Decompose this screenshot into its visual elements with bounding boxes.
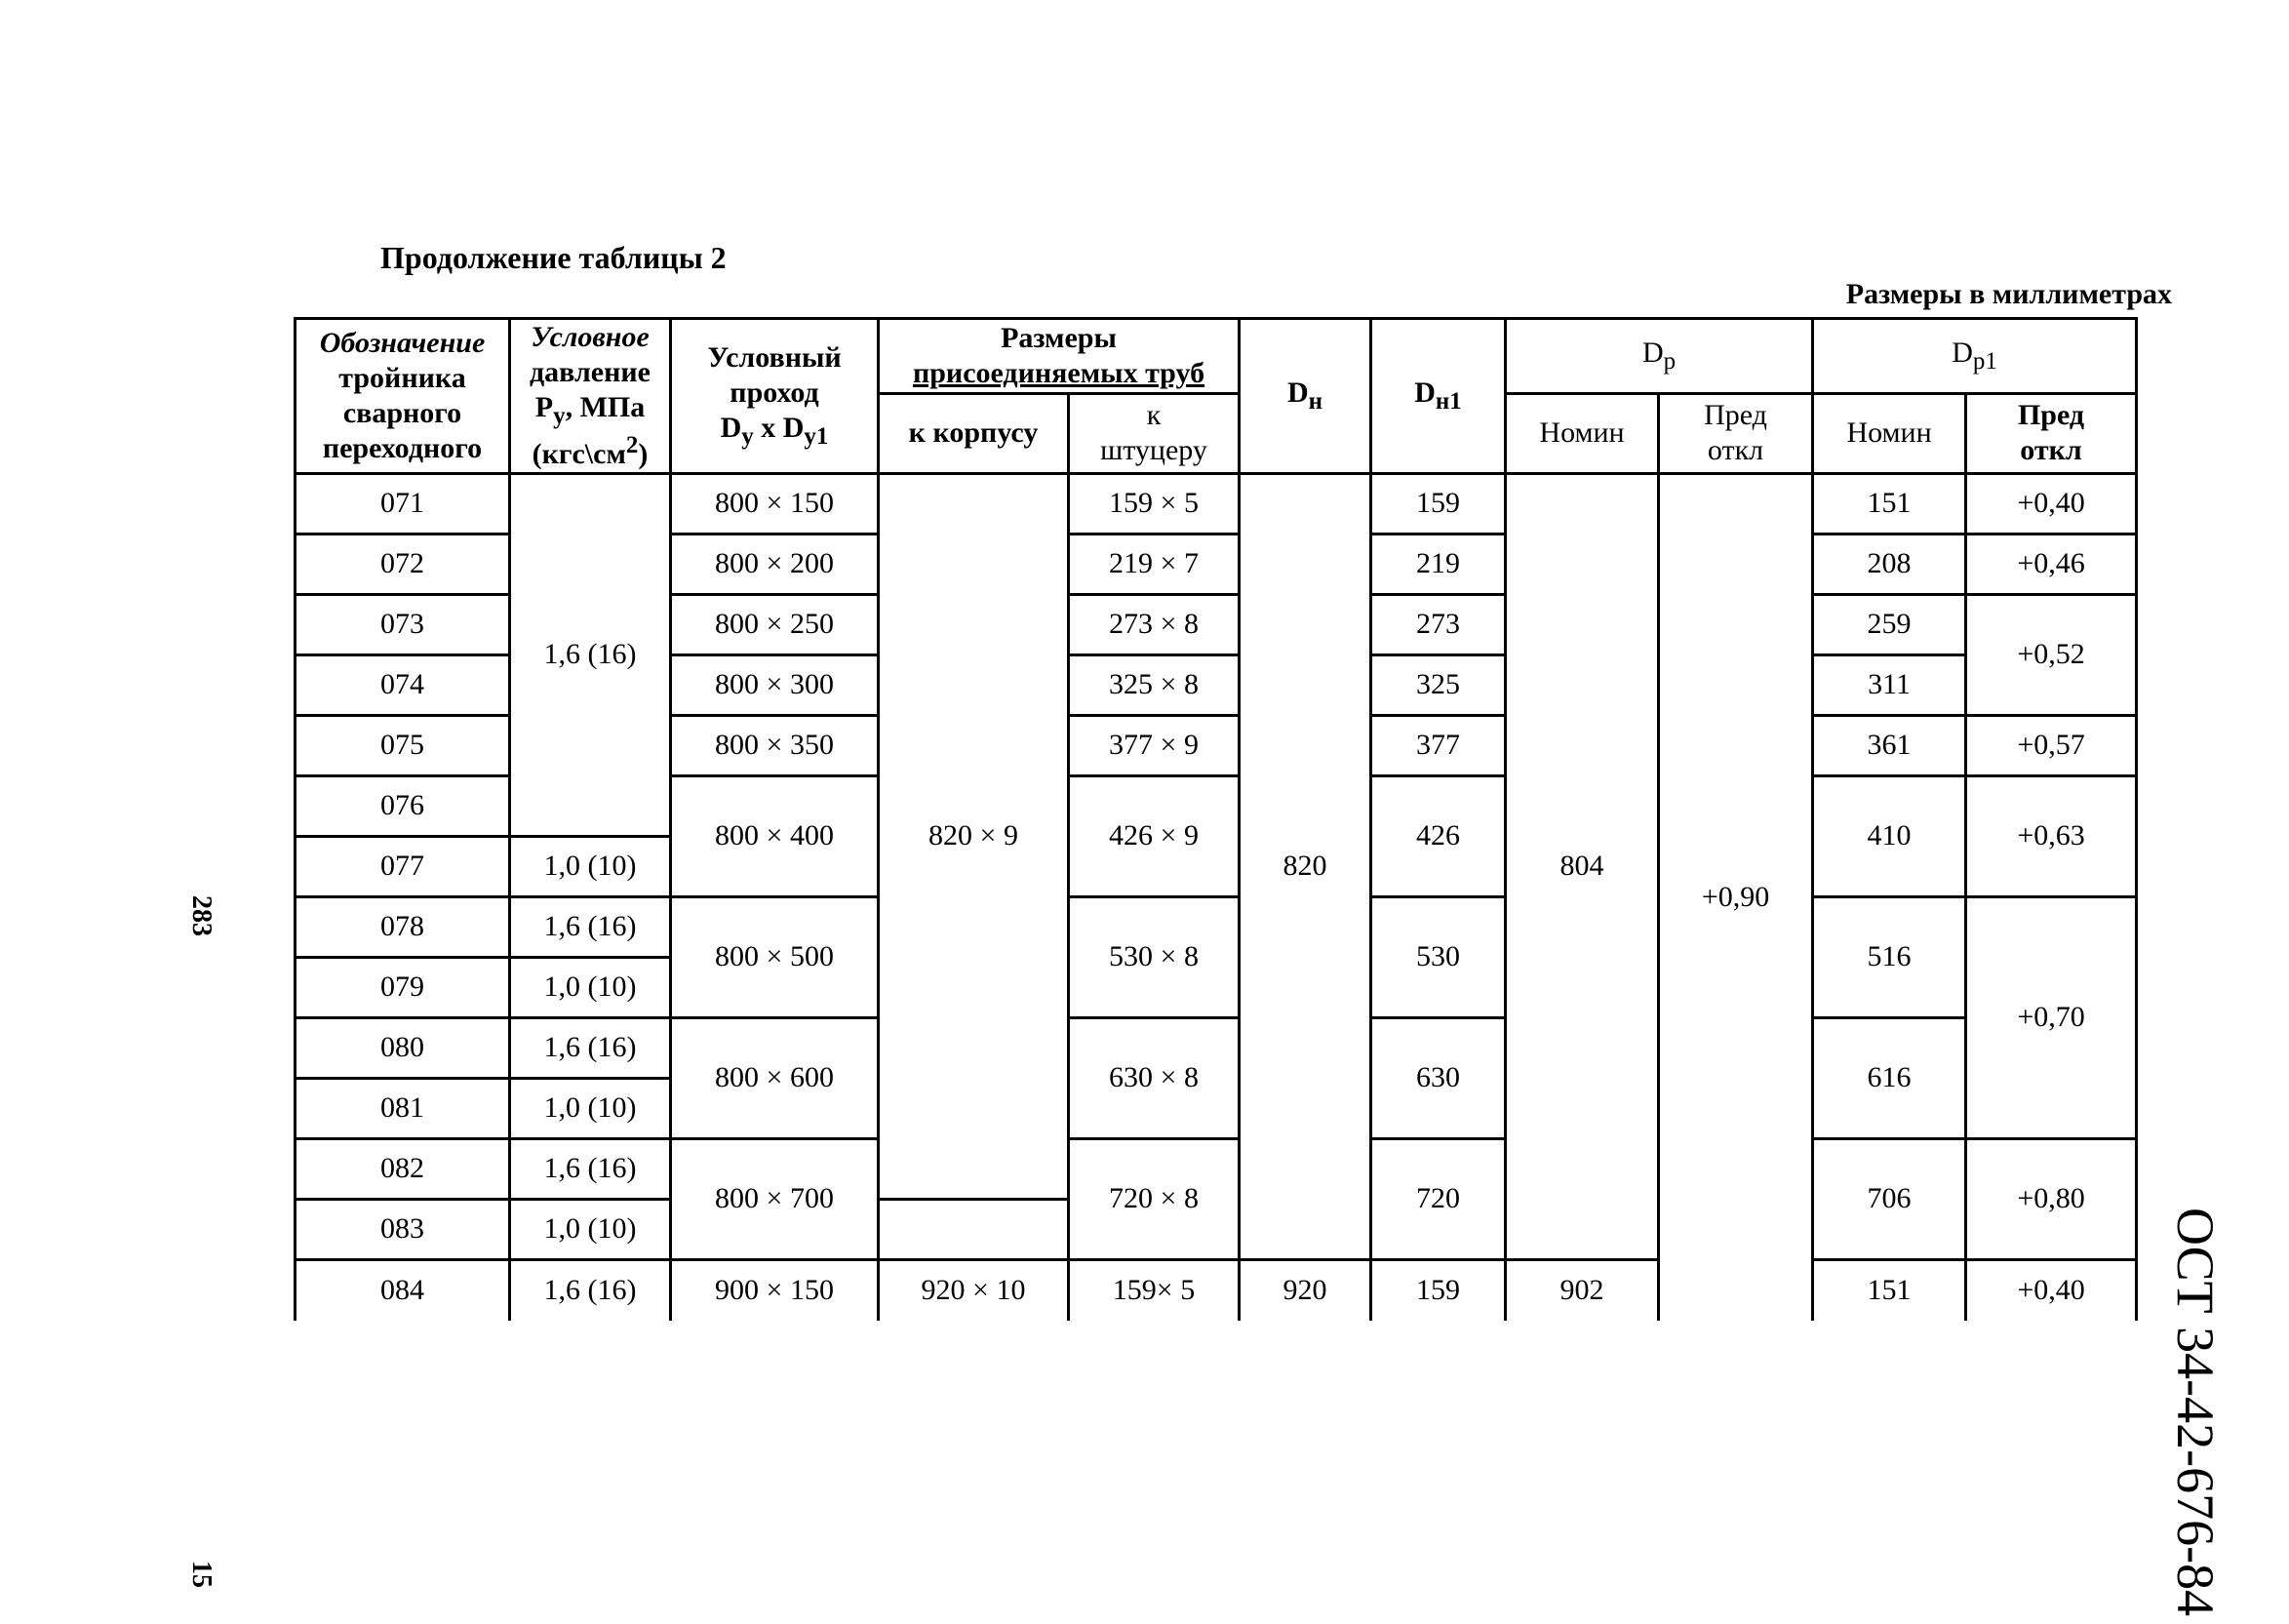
table-row <box>296 1260 2137 1321</box>
cell-body-pipe: 820 × 9 <box>879 474 1069 1200</box>
table-row <box>296 1139 2137 1200</box>
table-row <box>296 897 2137 958</box>
cell-dp1-nominal: 516 <box>1813 897 1966 1018</box>
cell-dp1-nominal: 151 <box>1813 1260 1966 1321</box>
cell-nozzle-pipe: 377 × 9 <box>1069 716 1240 776</box>
cell-dp1-nominal: 259 <box>1813 595 1966 655</box>
cell-dp1-deviation: +0,70 <box>1966 897 2137 1139</box>
page-number-side: 283 <box>186 895 217 936</box>
header-dp1: $D_{р1}$ <box>1813 319 2137 394</box>
cell-nozzle-pipe: 219 × 7 <box>1069 535 1240 595</box>
cell-pressure: 1,0 (10) <box>510 1200 671 1260</box>
header-passage: Условный проход $D_у$ x $D_{у1}$ <box>671 319 879 474</box>
cell-designation: 078 <box>296 897 510 958</box>
cell-dp-nominal: 804 <box>1506 474 1659 1260</box>
cell-designation: 075 <box>296 716 510 776</box>
units-note: Размеры в миллиметрах <box>1845 278 2172 310</box>
cell-dn1: 630 <box>1371 1018 1506 1139</box>
cell-designation: 074 <box>296 655 510 716</box>
cell-body-pipe-empty <box>879 1200 1069 1260</box>
cell-dn1: 219 <box>1371 535 1506 595</box>
page-number-bottom: 15 <box>186 1561 217 1588</box>
header-pipe-sizes: Размеры присоединяемых труб <box>879 319 1240 394</box>
table-caption: Продолжение таблицы 2 <box>380 240 727 275</box>
header-pressure: Условное давление $Р_у$, МПа $(кгс\backslash см^2)$ <box>510 319 671 474</box>
cell-designation: 073 <box>296 595 510 655</box>
cell-passage: 800 × 300 <box>671 655 879 716</box>
cell-dp1-nominal: 208 <box>1813 535 1966 595</box>
cell-dp-deviation: +0,90 <box>1659 474 1813 1321</box>
cell-dn1: 159 <box>1371 474 1506 535</box>
cell-dn1: 159 <box>1371 1260 1506 1321</box>
cell-nozzle-pipe: 720 × 8 <box>1069 1139 1240 1260</box>
cell-dp1-deviation: +0,46 <box>1966 535 2137 595</box>
cell-nozzle-pipe: 530 × 8 <box>1069 897 1240 1018</box>
cell-nozzle-pipe: 630 × 8 <box>1069 1018 1240 1139</box>
header-dp-nominal: Номин <box>1506 393 1659 473</box>
cell-dp1-nominal: 311 <box>1813 655 1966 716</box>
header-dp1-nominal: Номин <box>1813 393 1966 473</box>
cell-dn1: 426 <box>1371 776 1506 897</box>
cell-dp1-deviation: +0,57 <box>1966 716 2137 776</box>
cell-passage: 800 × 500 <box>671 897 879 1018</box>
header-dn: $D_н$ <box>1240 319 1371 474</box>
cell-pressure: 1,6 (16) <box>510 474 671 837</box>
cell-dn1: 325 <box>1371 655 1506 716</box>
header-dp: $D_р$ <box>1506 319 1813 394</box>
cell-dn1: 377 <box>1371 716 1506 776</box>
cell-designation: 077 <box>296 837 510 897</box>
cell-passage: 900 × 150 <box>671 1260 879 1321</box>
cell-passage: 800 × 400 <box>671 776 879 897</box>
cell-designation: 080 <box>296 1018 510 1079</box>
cell-nozzle-pipe: 159× 5 <box>1069 1260 1240 1321</box>
cell-designation: 079 <box>296 958 510 1018</box>
cell-passage: 800 × 600 <box>671 1018 879 1139</box>
cell-passage: 800 × 200 <box>671 535 879 595</box>
cell-dp1-deviation: +0,40 <box>1966 1260 2137 1321</box>
header-dp-deviation: Пред откл <box>1659 393 1813 473</box>
cell-nozzle-pipe: 159 × 5 <box>1069 474 1240 535</box>
cell-designation: 081 <box>296 1079 510 1139</box>
dimensions-table <box>294 317 2138 1321</box>
cell-nozzle-pipe: 325 × 8 <box>1069 655 1240 716</box>
cell-designation: 082 <box>296 1139 510 1200</box>
cell-dn1: 530 <box>1371 897 1506 1018</box>
document-code: ОСТ 34-42-676-84 <box>2166 1208 2225 1617</box>
table-row <box>296 1018 2137 1079</box>
cell-dn1: 720 <box>1371 1139 1506 1260</box>
cell-passage: 800 × 150 <box>671 474 879 535</box>
header-designation: Обозначение тройника сварного переходного <box>296 319 510 474</box>
cell-dp1-nominal: 706 <box>1813 1139 1966 1260</box>
cell-designation: 076 <box>296 776 510 837</box>
table-row <box>296 474 2137 535</box>
cell-dp1-deviation: +0,80 <box>1966 1139 2137 1260</box>
cell-designation: 071 <box>296 474 510 535</box>
header-dn1: $D_{н1}$ <box>1371 319 1506 474</box>
cell-nozzle-pipe: 273 × 8 <box>1069 595 1240 655</box>
cell-dp-nominal: 902 <box>1506 1260 1659 1321</box>
cell-pressure: 1,6 (16) <box>510 897 671 958</box>
header-nozzle: к штуцеру <box>1069 393 1240 473</box>
cell-pressure: 1,6 (16) <box>510 1260 671 1321</box>
cell-pressure: 1,6 (16) <box>510 1018 671 1079</box>
cell-dn: 920 <box>1240 1260 1371 1321</box>
header-body: к корпусу <box>879 393 1069 473</box>
cell-passage: 800 × 350 <box>671 716 879 776</box>
cell-dp1-deviation: +0,63 <box>1966 776 2137 897</box>
cell-dp1-deviation: +0,40 <box>1966 474 2137 535</box>
cell-dn1: 273 <box>1371 595 1506 655</box>
cell-designation: 084 <box>296 1260 510 1321</box>
cell-dp1-deviation: +0,52 <box>1966 595 2137 716</box>
header-dp1-deviation: Пред откл <box>1966 393 2137 473</box>
cell-body-pipe: 920 × 10 <box>879 1260 1069 1321</box>
cell-designation: 072 <box>296 535 510 595</box>
cell-passage: 800 × 250 <box>671 595 879 655</box>
cell-pressure: 1,6 (16) <box>510 1139 671 1200</box>
cell-dp1-nominal: 361 <box>1813 716 1966 776</box>
cell-passage: 800 × 700 <box>671 1139 879 1260</box>
cell-designation: 083 <box>296 1200 510 1260</box>
cell-dn: 820 <box>1240 474 1371 1260</box>
cell-nozzle-pipe: 426 × 9 <box>1069 776 1240 897</box>
cell-pressure: 1,0 (10) <box>510 837 671 897</box>
cell-pressure: 1,0 (10) <box>510 1079 671 1139</box>
cell-dp1-nominal: 151 <box>1813 474 1966 535</box>
cell-dp1-nominal: 616 <box>1813 1018 1966 1139</box>
cell-dp1-nominal: 410 <box>1813 776 1966 897</box>
cell-pressure: 1,0 (10) <box>510 958 671 1018</box>
